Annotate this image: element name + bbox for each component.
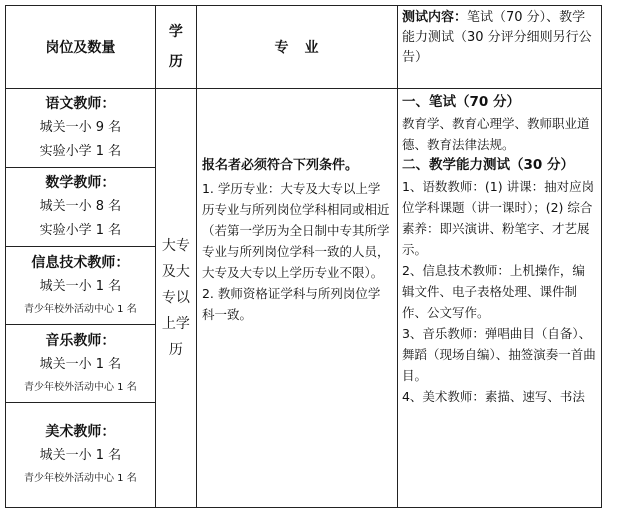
position-line: 实验小学 1 名	[39, 144, 122, 159]
teaching-item-3: 3、音乐教师：弹唱曲目（自备）、舞蹈（现场自编）、抽签演奏一首曲目。	[401, 326, 596, 383]
major-item-2: 2. 教师资格证学科与所列岗位学科一致。	[201, 286, 381, 322]
position-chinese	[6, 89, 155, 168]
position-line: 城关一小 1 名	[39, 448, 122, 463]
position-title: 数学教师：	[45, 175, 116, 191]
position-it	[6, 247, 155, 325]
position-line: 青少年校外活动中心 1 名	[24, 473, 137, 484]
education-value: 大专及大专以上学历	[161, 238, 190, 358]
header-major: 专 业	[196, 6, 397, 89]
teaching-test-title: 二、教学能力测试（30 分）	[401, 157, 574, 173]
position-math	[6, 168, 155, 247]
position-title: 美术教师：	[45, 424, 116, 440]
position-title: 音乐教师：	[45, 332, 116, 349]
positions-cell	[6, 89, 156, 508]
header-row	[6, 6, 602, 89]
position-line: 城关一小 8 名	[39, 199, 122, 214]
body-row	[6, 89, 602, 508]
header-test-content: 测试内容：笔试（70 分）、教学能力测试（30 分评分细则另行公告）	[397, 6, 601, 89]
teaching-item-1: 1、语数教师：(1) 讲课：抽对应岗位学科课题（讲一课时）；(2) 综合素养：即兴演讲、粉笔字、才艺展示。	[401, 179, 595, 257]
position-art	[6, 403, 155, 507]
major-lead: 报名者必须符合下列条件。	[201, 158, 358, 173]
header-education: 学历	[155, 6, 196, 89]
education-cell	[155, 89, 196, 508]
written-test-title: 一、笔试（70 分）	[401, 94, 520, 110]
recruitment-table	[5, 5, 602, 508]
major-cell	[196, 89, 397, 508]
position-line: 青少年校外活动中心 1 名	[24, 303, 137, 315]
position-line: 城关一小 1 名	[39, 278, 122, 294]
position-line: 实验小学 1 名	[39, 223, 122, 238]
position-line: 城关一小 1 名	[39, 356, 122, 372]
position-line: 青少年校外活动中心 1 名	[24, 381, 137, 393]
teaching-item-4: 4、美术教师：素描、速写、书法	[401, 389, 585, 404]
position-title: 信息技术教师：	[31, 254, 130, 271]
position-line: 城关一小 9 名	[39, 120, 122, 135]
content-cell	[397, 89, 601, 508]
written-test-body: 教育学、教育心理学、教师职业道德、教育法律法规。	[401, 116, 590, 152]
teaching-item-2: 2、信息技术教师：上机操作，编辑文件、电子表格处理、课件制作、公文写作。	[401, 263, 585, 320]
position-title: 语文教师：	[45, 96, 116, 112]
position-music	[6, 325, 155, 403]
major-item-1: 1. 学历专业：大专及大专以上学历专业与所列岗位学科相同或相近（若第一学历为全日制中专其所学专业与所列岗位学科一致的人员，大专及大专以上学历专业不限）。	[201, 181, 390, 280]
header-position-count: 岗位及数量	[6, 6, 156, 89]
